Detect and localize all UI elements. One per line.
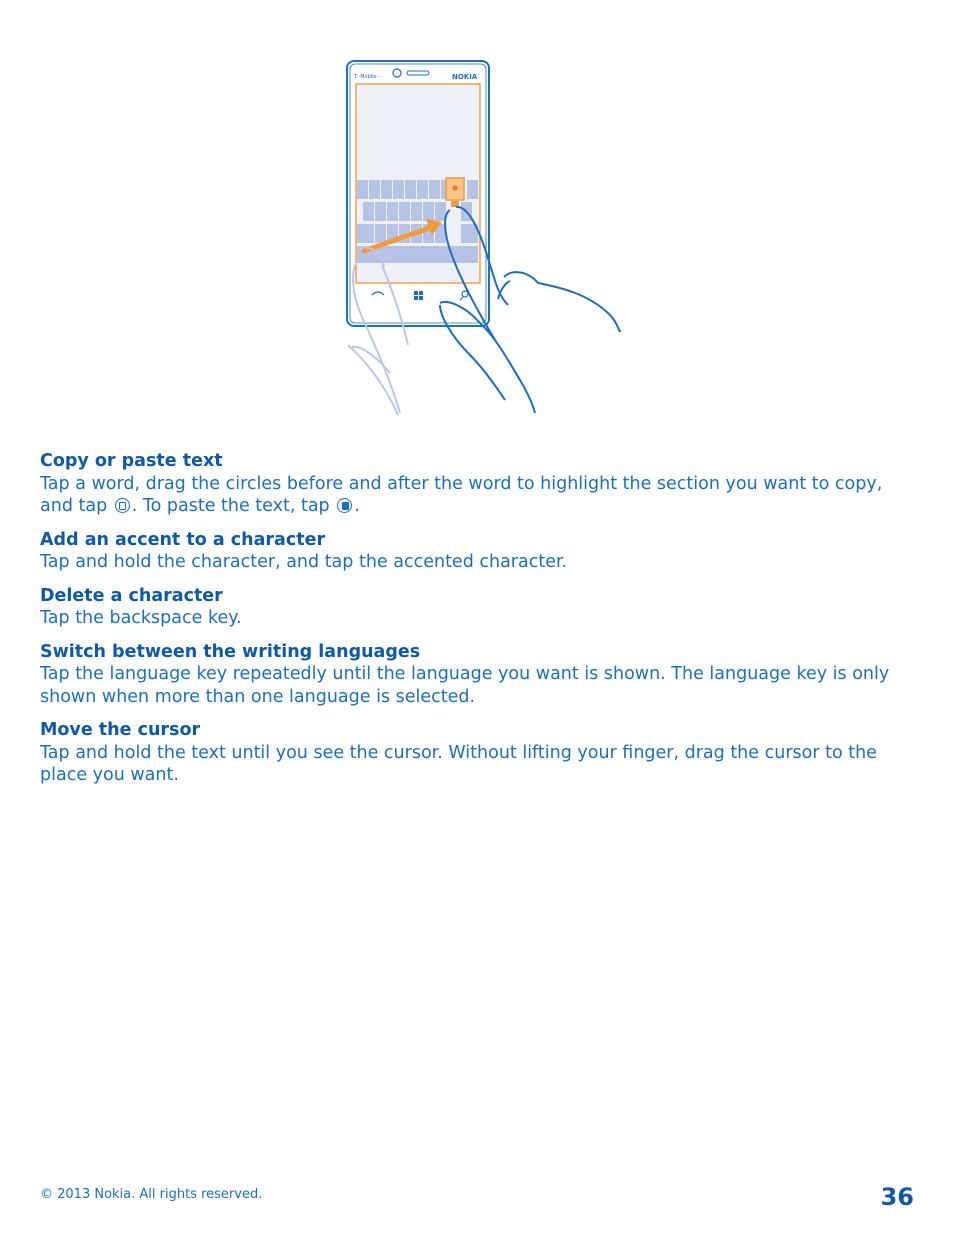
- section-delete-character: [40, 585, 916, 630]
- section-heading: Switch between the writing languages: [40, 641, 421, 662]
- section-heading: Add an accent to a character: [40, 529, 326, 550]
- copyright-notice: © 2013 Nokia. All rights reserved.: [40, 1187, 263, 1202]
- section-body: Tap the language key repeatedly until the language you want is shown. The language key is only shown when more than one language is selected.: [40, 664, 890, 707]
- section-body: Tap and hold the character, and tap the accented character.: [40, 552, 568, 572]
- section-heading: Move the cursor: [40, 720, 201, 740]
- body-text: Tap a word, drag the circles before and after the word to highlight the section you want to copy, and tap: [40, 473, 883, 516]
- section-body: Tap and hold the text until you see the cursor. Without lifting your finger, drag the cursor to the place you want.: [40, 742, 877, 785]
- instructions: [40, 450, 916, 798]
- section-heading: Copy or paste text: [40, 451, 223, 471]
- carrier-label: T··Mobile···: [354, 74, 382, 80]
- brand-label: NOKIA: [452, 73, 478, 81]
- section-body: Tap the backspace key.: [40, 608, 242, 628]
- section-body: [40, 473, 916, 518]
- section-add-accent: [40, 529, 916, 574]
- section-move-cursor: [40, 719, 916, 787]
- paste-icon: [337, 498, 352, 513]
- section-copy-paste: [40, 450, 916, 518]
- body-text: . To paste the text, tap: [131, 496, 330, 516]
- page-number: 36: [880, 1183, 914, 1211]
- copy-icon: [115, 498, 130, 513]
- body-text: .: [354, 496, 360, 516]
- section-switch-languages: [40, 641, 916, 709]
- section-heading: Delete a character: [40, 585, 223, 606]
- phone-illustration: [330, 55, 640, 425]
